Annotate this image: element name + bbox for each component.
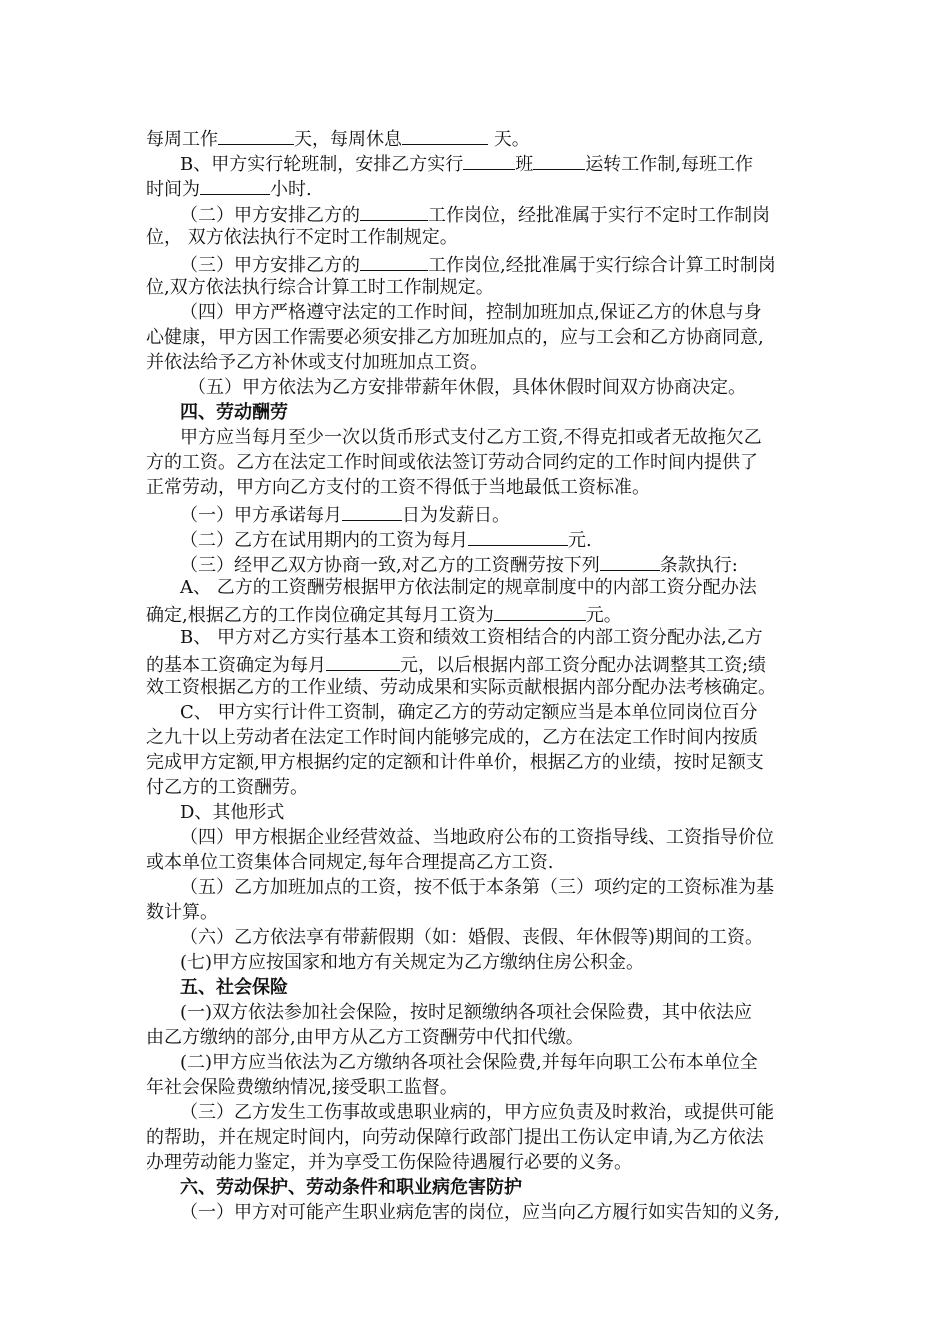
text-line: B、 甲方对乙方实行基本工资和绩效工资相结合的内部工资分配办法,乙方	[180, 627, 763, 648]
blank-field	[494, 601, 586, 621]
text-line: (七)甲方应按国家和地方有关规定为乙方缴纳住房公积金。	[180, 952, 645, 973]
text-line: 年社会保险费缴纳情况,接受职工监督。	[146, 1077, 458, 1098]
text-line: 方的工资。乙方在法定工作时间或依法签订劳动合同约定的工作时间内提供了	[146, 452, 758, 473]
blank-field	[360, 201, 428, 221]
blank-field	[360, 251, 428, 271]
text-line: （三）经甲乙双方协商一致,对乙方的工资酬劳按下列 条款执行:	[180, 551, 738, 575]
text-line: （四）甲方严格遵守法定的工作时间，控制加班加点,保证乙方的休息与身	[180, 302, 762, 323]
text-line: 办理劳动能力鉴定，并为享受工伤保险待遇履行必要的义务。	[146, 1152, 632, 1173]
text-line: （一）甲方对可能产生职业病危害的岗位，应当向乙方履行如实告知的义务,	[180, 1202, 780, 1223]
text-line: 或本单位工资集体合同规定,每年合理提高乙方工资.	[146, 852, 554, 873]
blank-field	[600, 551, 660, 571]
section-heading: 五、社会保险	[180, 977, 288, 998]
text-line: 之九十以上劳动者在法定工作时间内能够完成的，乙方在法定工作时间内按质	[146, 727, 758, 748]
blank-field	[342, 501, 402, 521]
text-line: 完成甲方定额,甲方根据约定的定额和计件单价，根据乙方的业绩，按时足额支	[146, 752, 764, 773]
text-line: D、其他形式	[180, 802, 285, 823]
text-line: 位,双方依法执行综合计算工时工作制规定。	[146, 277, 494, 298]
text-line: 效工资根据乙方的工作业绩、劳动成果和实际贡献根据内部分配办法考核确定。	[146, 677, 776, 698]
text-line: 的帮助，并在规定时间内，向劳动保障行政部门提出工伤认定申请,为乙方依法	[146, 1127, 764, 1148]
text-line: 甲方应当每月至少一次以货币形式支付乙方工资,不得克扣或者无故拖欠乙	[180, 427, 762, 448]
text-line: 付乙方的工资酬劳。	[146, 777, 308, 798]
text-line: 每周工作 天，每周休息 天。	[146, 125, 530, 149]
text-line: A、 乙方的工资酬劳根据甲方依法制定的规章制度中的内部工资分配办法	[180, 577, 757, 598]
text-line: （六）乙方依法享有带薪假期（如：婚假、丧假、年休假等)期间的工资。	[180, 927, 764, 948]
text-line: 心健康，甲方因工作需要必须安排乙方加班加点的，应与工会和乙方协商同意,	[146, 327, 764, 348]
blank-field	[200, 175, 270, 195]
text-line: （五）甲方依法为乙方安排带薪年休假，具体休假时间双方协商决定。	[188, 377, 746, 398]
text-line: （一）甲方承诺每月 日为发薪日。	[180, 501, 510, 525]
blank-field	[468, 526, 568, 546]
text-line: B、甲方实行轮班制，安排乙方实行 班 运转工作制,每班工作	[180, 150, 753, 174]
blank-field	[218, 125, 294, 145]
text-line: 数计算。	[146, 902, 218, 923]
text-line: （三）乙方发生工伤事故或患职业病的，甲方应负责及时救治，或提供可能	[180, 1102, 774, 1123]
text-line: 位， 双方依法执行不定时工作制规定。	[146, 227, 458, 248]
text-line: 时间为 小时.	[146, 175, 312, 199]
blank-field	[402, 125, 488, 145]
blank-field	[533, 150, 585, 170]
text-line: 由乙方缴纳的部分,由甲方从乙方工资酬劳中代扣代缴。	[146, 1027, 584, 1048]
text-line: （二）甲方安排乙方的 工作岗位，经批准属于实行不定时工作制岗	[180, 201, 770, 225]
text-line: 正常劳动，甲方向乙方支付的工资不得低于当地最低工资标准。	[146, 477, 650, 498]
text-line: (二)甲方应当依法为乙方缴纳各项社会保险费,并每年向职工公布本单位全	[180, 1052, 758, 1073]
blank-field	[463, 150, 515, 170]
text-line: C、 甲方实行计件工资制，确定乙方的劳动定额应当是本单位同岗位百分	[180, 702, 758, 723]
section-heading: 四、劳动酬劳	[180, 402, 288, 423]
text-line: 确定,根据乙方的工作岗位确定其每月工资为 元。	[146, 601, 622, 625]
text-line: (一)双方依法参加社会保险，按时足额缴纳各项社会保险费，其中依法应	[180, 1002, 753, 1023]
text-line: （三）甲方安排乙方的 工作岗位,经批准属于实行综合计算工时制岗	[180, 251, 776, 275]
section-heading: 六、劳动保护、劳动条件和职业病危害防护	[180, 1177, 522, 1198]
text-line: （二）乙方在试用期内的工资为每月 元.	[180, 526, 592, 550]
blank-field	[326, 651, 400, 671]
text-line: （四）甲方根据企业经营效益、当地政府公布的工资指导线、工资指导价位	[180, 827, 774, 848]
text-line: 并依法给予乙方补休或支付加班加点工资。	[146, 352, 488, 373]
text-line: （五）乙方加班加点的工资，按不低于本条第（三）项约定的工资标准为基	[180, 877, 774, 898]
text-line: 的基本工资确定为每月 元，以后根据内部工资分配办法调整其工资;绩	[146, 651, 766, 675]
